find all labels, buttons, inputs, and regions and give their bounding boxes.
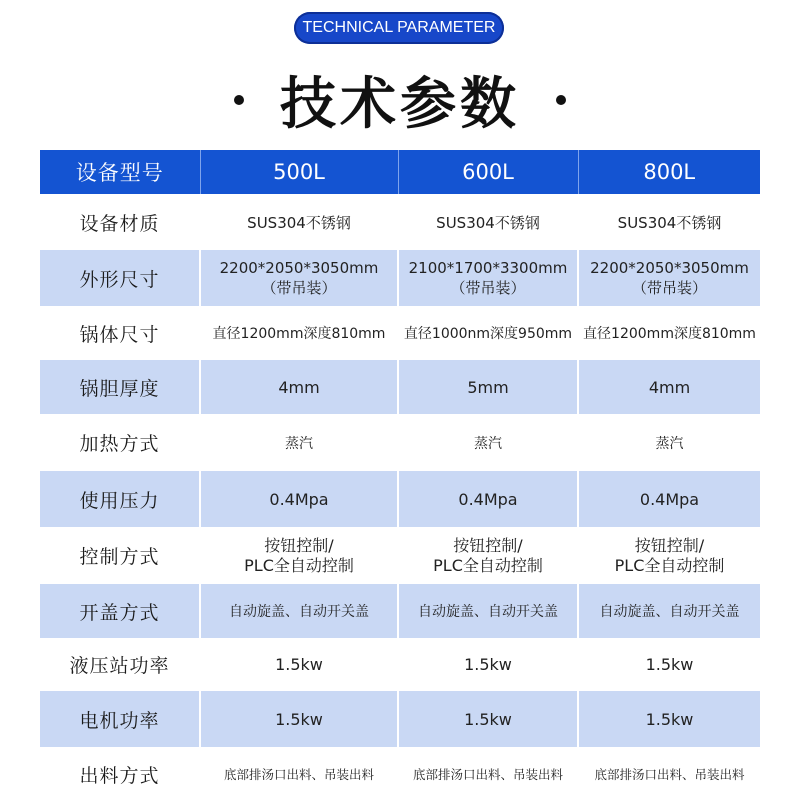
cell-text: 直径1200mm深度810mm: [583, 326, 756, 342]
table-cell: [578, 584, 760, 638]
table-row: [40, 747, 760, 801]
cell-text: 自动旋盖、自动开关盖: [418, 604, 558, 620]
row-label: 设备材质: [40, 194, 200, 250]
table-cell: [578, 306, 760, 360]
table-cell: [578, 471, 760, 527]
table-cell: [200, 360, 398, 414]
cell-text: （带吊装）: [261, 279, 337, 297]
table-cell: [200, 747, 398, 801]
cell-text: 按钮控制/: [264, 535, 334, 555]
header-500l: 500L: [200, 150, 398, 194]
bullet-dot-icon: [556, 95, 566, 105]
cell-text: 按钮控制/: [453, 535, 523, 555]
table-cell: [398, 638, 578, 691]
table-cell: [398, 360, 578, 414]
table-row: [40, 638, 760, 691]
cell-text: PLC全自动控制: [244, 555, 354, 575]
cell-text: PLC全自动控制: [433, 555, 543, 575]
cell-text: 4mm: [648, 377, 691, 397]
table-cell: [398, 194, 578, 250]
table-cell: [578, 527, 760, 584]
table-cell: [398, 691, 578, 747]
cell-text: 蒸汽: [655, 435, 684, 452]
header-600l: 600L: [398, 150, 578, 194]
cell-text: 直径1200mm深度810mm: [212, 326, 386, 342]
row-label: 控制方式: [40, 527, 200, 584]
cell-text: PLC全自动控制: [614, 555, 725, 575]
row-label: 开盖方式: [40, 584, 200, 638]
table-cell: [398, 414, 578, 471]
cell-text: （带吊装）: [631, 279, 707, 297]
cell-text: SUS304不锈钢: [247, 213, 351, 232]
page-title: 技术参数: [280, 72, 520, 137]
table-cell: [578, 638, 760, 691]
cell-text: 蒸汽: [285, 435, 313, 452]
cell-text: 底部排汤口出料、吊装出料: [412, 767, 563, 782]
table-cell: [200, 584, 398, 638]
table-cell: [200, 194, 398, 250]
cell-text: 5mm: [467, 377, 509, 397]
cell-text: 1.5kw: [464, 655, 512, 674]
cell-text: 1.5kw: [464, 709, 512, 729]
cell-text: 0.4Mpa: [269, 489, 329, 509]
table-cell: [200, 471, 398, 527]
table-cell: [200, 250, 398, 306]
row-label: 外形尺寸: [40, 250, 200, 306]
cell-text: 自动旋盖、自动开关盖: [599, 604, 740, 620]
table-cell: [578, 414, 760, 471]
cell-text: 按钮控制/: [634, 535, 705, 555]
row-label: 锅体尺寸: [40, 306, 200, 360]
header-800l: 800L: [578, 150, 760, 194]
table-cell: [200, 306, 398, 360]
row-label: 加热方式: [40, 414, 200, 471]
table-cell: [398, 747, 578, 801]
bullet-dot-icon: [234, 95, 244, 105]
cell-text: 蒸汽: [474, 435, 502, 452]
table-cell: [578, 691, 760, 747]
row-label: 使用压力: [40, 471, 200, 527]
table-row: [40, 471, 760, 527]
table-cell: [578, 194, 760, 250]
table-cell: [398, 584, 578, 638]
parameter-table: [40, 150, 760, 801]
row-label: 出料方式: [40, 747, 200, 801]
table-cell: [398, 306, 578, 360]
cell-text: 2100*1700*3300mm: [408, 259, 568, 277]
cell-text: 1.5kw: [275, 655, 323, 674]
row-label: 锅胆厚度: [40, 360, 200, 414]
table-row: [40, 250, 760, 306]
cell-text: 底部排汤口出料、吊装出料: [594, 767, 745, 782]
cell-text: 1.5kw: [645, 655, 694, 674]
cell-text: （带吊装）: [450, 279, 526, 297]
table-cell: [200, 527, 398, 584]
table-cell: [200, 414, 398, 471]
table-cell: [578, 747, 760, 801]
table-row: [40, 584, 760, 638]
cell-text: 底部排汤口出料、吊装出料: [223, 767, 374, 782]
page-title-row: [0, 60, 800, 140]
table-row: [40, 306, 760, 360]
table-row: [40, 414, 760, 471]
cell-text: 0.4Mpa: [458, 489, 518, 509]
table-cell: [578, 250, 760, 306]
cell-text: 2200*2050*3050mm: [590, 259, 749, 277]
table-row: [40, 527, 760, 584]
cell-text: SUS304不锈钢: [436, 213, 540, 232]
table-cell: [398, 250, 578, 306]
cell-text: 4mm: [278, 377, 320, 397]
cell-text: 1.5kw: [645, 709, 694, 729]
row-label: 电机功率: [40, 691, 200, 747]
cell-text: 1.5kw: [275, 709, 323, 729]
row-label: 液压站功率: [40, 638, 200, 691]
table-row: [40, 360, 760, 414]
table-row: [40, 194, 760, 250]
section-badge: TECHNICAL PARAMETER: [294, 12, 504, 44]
table-cell: [200, 638, 398, 691]
table-cell: [398, 471, 578, 527]
cell-text: 0.4Mpa: [639, 489, 700, 509]
header-model: 设备型号: [40, 150, 200, 194]
cell-text: 自动旋盖、自动开关盖: [229, 604, 369, 620]
table-cell: [398, 527, 578, 584]
table-cell: [578, 360, 760, 414]
cell-text: 2200*2050*3050mm: [219, 259, 379, 277]
table-cell: [200, 691, 398, 747]
cell-text: 直径1000nm深度950mm: [403, 326, 573, 342]
table-header-row: [40, 150, 760, 194]
table-row: [40, 691, 760, 747]
cell-text: SUS304不锈钢: [617, 213, 722, 232]
